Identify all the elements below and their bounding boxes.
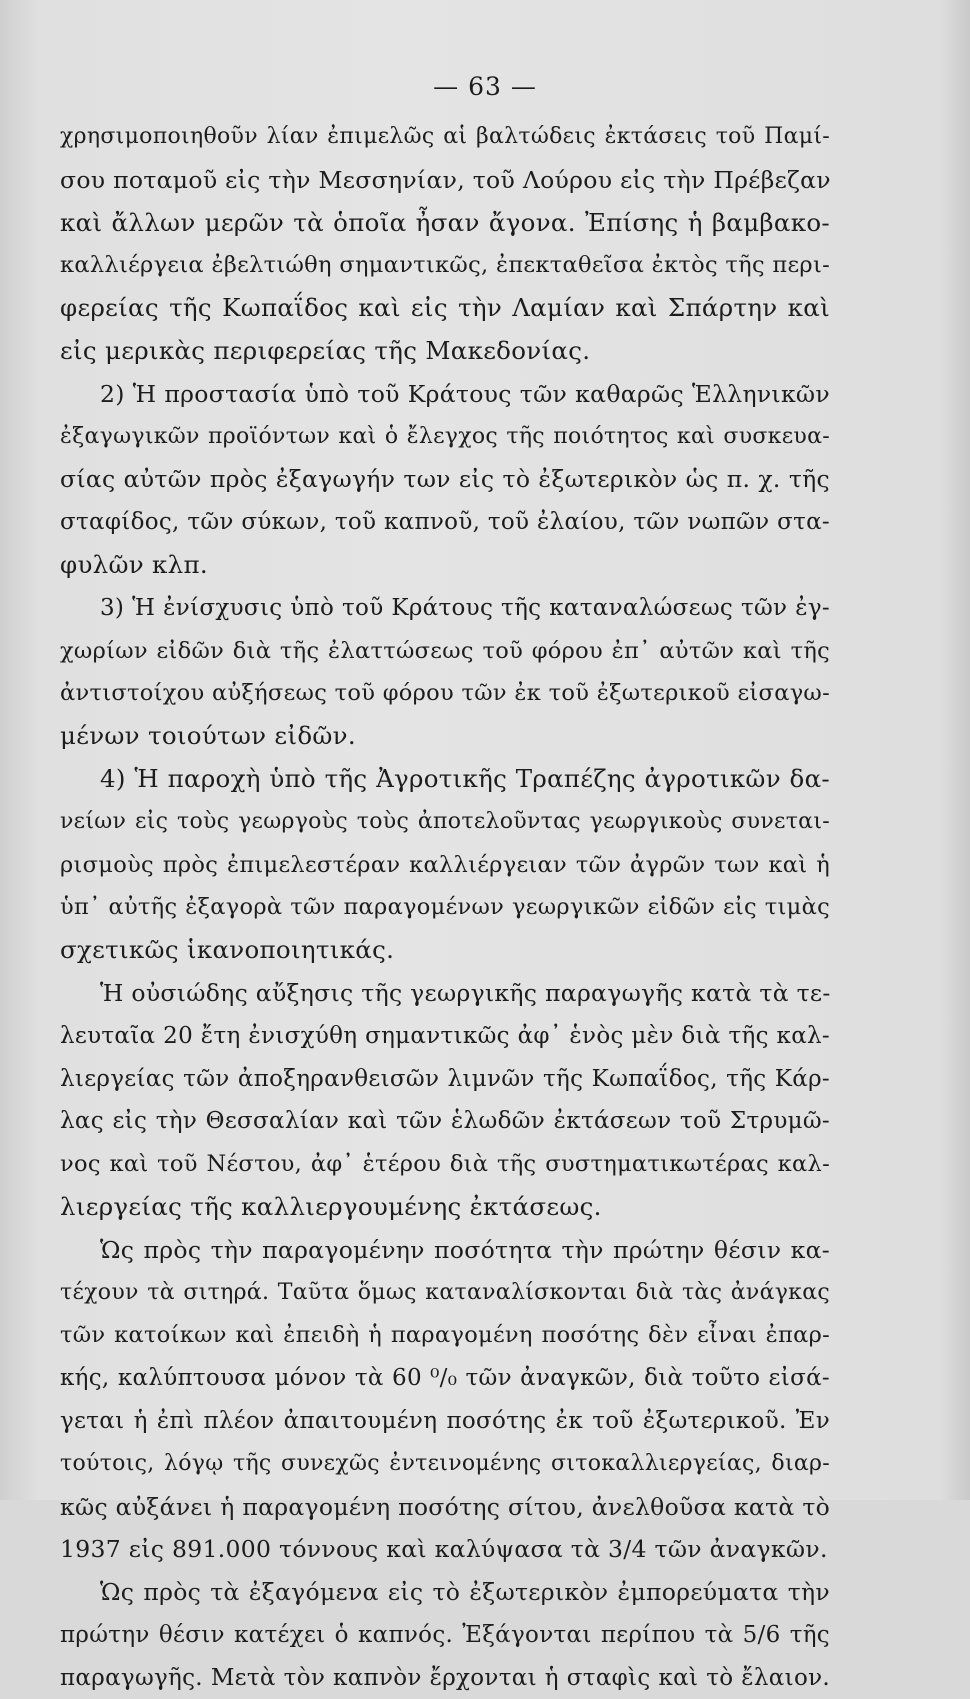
text-line: σου ποταμοῦ εἰς τὴν Μεσσηνίαν, τοῦ Λούρου εἰς τὴν Πρέβεζαν	[60, 165, 831, 194]
text-line: τῶν κατοίκων καὶ ἐπειδὴ ἡ παραγομένη ποσότης δὲν εἶναι ἐπαρ-	[60, 1322, 830, 1349]
text-line: παραγωγῆς. Μετὰ τὸν καπνὸν ἔρχονται ἡ σταφὶς καὶ τὸ ἔλαιον.	[60, 1664, 830, 1691]
text-line: φερείας τῆς Κωπαΐδος καὶ εἰς τὴν Λαμίαν καὶ Σπάρτην καὶ	[60, 293, 830, 323]
text-line: Ὡς πρὸς τὰ ἐξαγόμενα εἰς τὸ ἐξωτερικὸν ἐμπορεύματα τὴν	[100, 1578, 830, 1607]
text-line: εἰς μερικὰς περιφερείας τῆς Μακεδονίας.	[60, 335, 591, 365]
text-line: σίας αὐτῶν πρὸς ἐξαγωγήν των εἰς τὸ ἐξωτερικὸν ὡς π. χ. τῆς	[60, 465, 830, 494]
text-line: ἀντιστοίχου αὐξήσεως τοῦ φόρου τῶν ἐκ τοῦ ἐξωτερικοῦ εἰσαγω-	[60, 680, 830, 707]
text-line: σταφίδος, τῶν σύκων, τοῦ καπνοῦ, τοῦ ἐλαίου, τῶν νωπῶν στα-	[60, 509, 830, 536]
text-line: 1937 εἰς 891.000 τόννους καὶ καλύψασα τὰ 3/4 τῶν ἀναγκῶν.	[60, 1535, 828, 1564]
text-line: Ὡς πρὸς τὴν παραγομένην ποσότητα τὴν πρώτην θέσιν κα-	[100, 1235, 830, 1264]
text-line: λιεργείας τῶν ἀποξηρανθεισῶν λιμνῶν τῆς Κωπαΐδος, τῆς Κάρ-	[60, 1065, 830, 1092]
text-line: χρησιμοποιηθοῦν λίαν ἐπιμελῶς αἱ βαλτώδεις ἐκτάσεις τοῦ Παμί-	[60, 124, 830, 149]
text-line: σχετικῶς ἱκανοποιητικάς.	[60, 935, 395, 965]
text-line: καλλιέργεια ἐβελτιώθη σημαντικῶς, ἐπεκταθεῖσα ἐκτὸς τῆς περι-	[60, 252, 830, 279]
text-line: χωρίων εἰδῶν διὰ τῆς ἐλαττώσεως τοῦ φόρου ἐπ᾽ αὐτῶν καὶ τῆς	[60, 637, 830, 664]
text-line: κῶς αὐξάνει ἡ παραγομένη ποσότης σίτου, ἀνελθοῦσα κατὰ τὸ	[60, 1492, 831, 1521]
text-line: νείων εἰς τοὺς γεωργοὺς τοὺς ἀποτελοῦντας γεωργικοὺς συνεται-	[60, 808, 830, 834]
text-line: ρισμοὺς πρὸς ἐπιμελεστέραν καλλιέργειαν τῶν ἀγρῶν των καὶ ἡ	[60, 851, 830, 878]
text-line: τούτοις, λόγῳ τῆς συνεχῶς ἐντεινομένης σιτοκαλλιεργείας, διαρ-	[60, 1450, 830, 1476]
text-line: λας εἰς τὴν Θεσσαλίαν καὶ τῶν ἑλωδῶν ἐκτάσεων τοῦ Στρυμῶ-	[60, 1108, 830, 1135]
text-line: νος καὶ τοῦ Νέστου, ἀφ᾽ ἑτέρου διὰ τῆς συστηματικωτέρας καλ-	[60, 1151, 830, 1178]
text-line: πρώτην θέσιν κατέχει ὁ καπνός. Ἐξάγονται περίπου τὰ 5/6 τῆς	[60, 1621, 830, 1648]
text-line: καὶ ἄλλων μερῶν τὰ ὁποῖα ἦσαν ἄγονα. Ἐπίσης ἡ βαμβακο-	[60, 207, 830, 237]
text-line: Ἡ οὐσιώδης αὔξησις τῆς γεωργικῆς παραγωγῆς κατὰ τὰ τε-	[100, 978, 831, 1007]
page-number: — 63 —	[433, 72, 537, 101]
text-line: τέχουν τὰ σιτηρά. Ταῦτα ὅμως καταναλίσκονται διὰ τὰς ἀνάγκας	[60, 1279, 830, 1305]
text-line: κής, καλύπτουσα μόνον τὰ 60 ⁰/₀ τῶν ἀναγκῶν, διὰ τοῦτο εἰσά-	[60, 1365, 830, 1392]
text-line: ἐξαγωγικῶν προϊόντων καὶ ὁ ἔλεγχος τῆς ποιότητος καὶ συσκευα-	[60, 423, 830, 449]
text-line: λευταῖα 20 ἔτη ἐνισχύθη σημαντικῶς ἀφ᾽ ἑνὸς μὲν διὰ τῆς καλ-	[60, 1022, 830, 1049]
text-line: 2) Ἡ προστασία ὑπὸ τοῦ Κράτους τῶν καθαρῶς Ἑλληνικῶν	[100, 379, 830, 408]
text-line: 4) Ἡ παροχὴ ὑπὸ τῆς Ἀγροτικῆς Τραπέζης ἀγροτικῶν δα-	[100, 763, 830, 793]
text-line: λιεργείας τῆς καλλιεργουμένης ἐκτάσεως.	[60, 1191, 602, 1221]
text-line: 3) Ἡ ἐνίσχυσις ὑπὸ τοῦ Κράτους τῆς καταναλώσεως τῶν ἐγ-	[100, 594, 830, 621]
text-line: ὑπ᾽ αὐτῆς ἐξαγορὰ τῶν παραγομένων γεωργικῶν εἰδῶν εἰς τιμὰς	[60, 894, 830, 921]
body-text	[60, 116, 830, 1699]
text-line: μένων τοιούτων εἰδῶν.	[60, 721, 356, 751]
text-line: γεται ἡ ἐπὶ πλέον ἀπαιτουμένη ποσότης ἐκ τοῦ ἐξωτερικοῦ. Ἐν	[60, 1407, 830, 1434]
text-line: φυλῶν κλπ.	[60, 549, 208, 579]
